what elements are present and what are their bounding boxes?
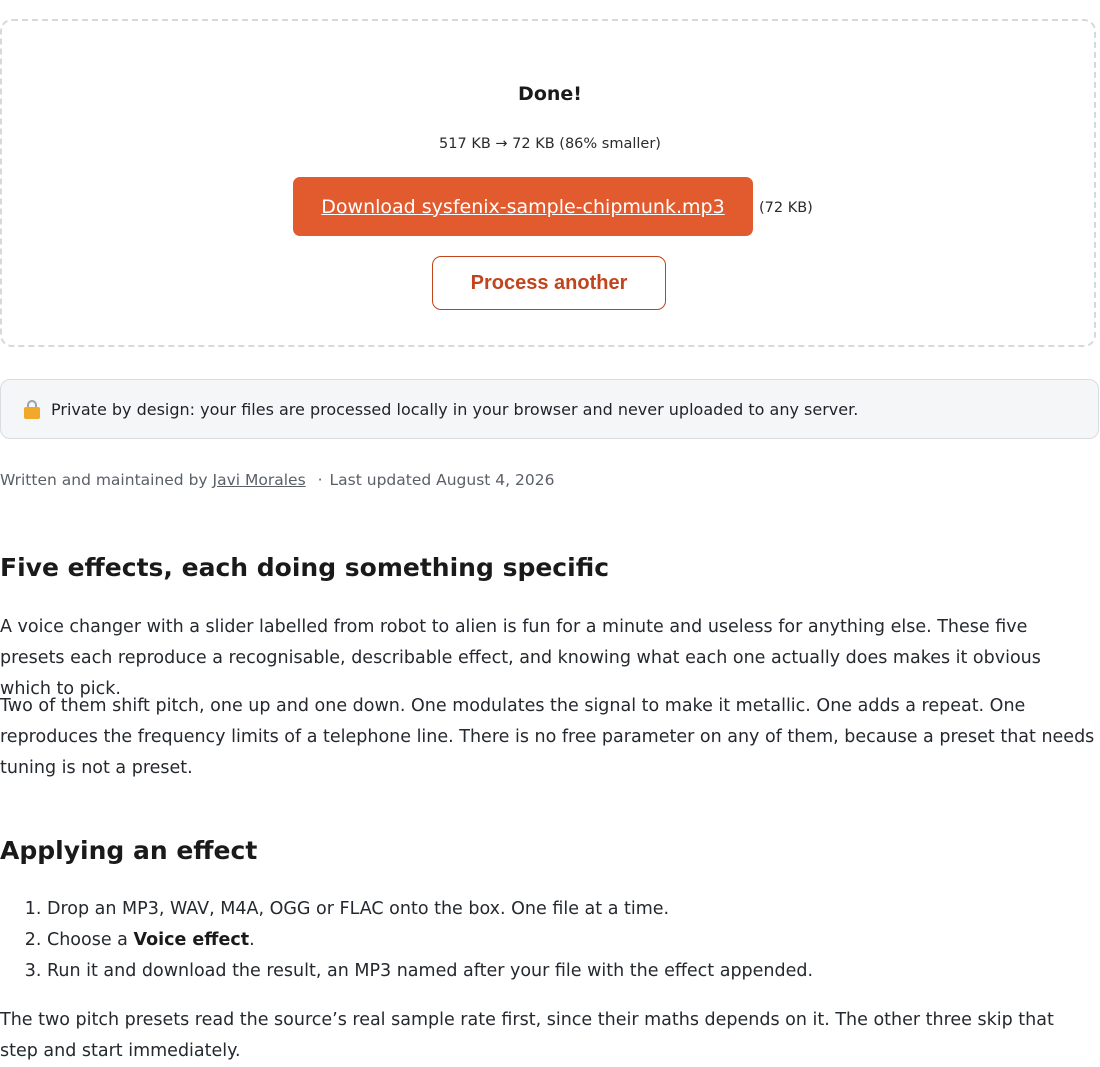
lock-body — [24, 407, 40, 419]
last-updated: Last updated August 4, 2026 — [329, 471, 555, 489]
apply-heading: Applying an effect — [0, 836, 258, 865]
byline-prefix: Written and maintained by — [0, 471, 208, 489]
step-2-prefix: Choose a — [47, 930, 128, 950]
byline — [0, 471, 554, 489]
step-3-text: Run it and download the result, an MP3 named after your file with the effect appended. — [47, 961, 814, 981]
size-summary: 517 KB → 72 KB (86% smaller) — [439, 136, 661, 152]
apply-paragraph: The two pitch presets read the source’s real sample rate first, since their maths depends on it. The other three skip that step and start immediately. — [0, 1010, 1054, 1061]
download-size: (72 KB) — [759, 200, 813, 216]
effects-paragraph-1: A voice changer with a slider labelled from robot to alien is fun for a minute and useless for anything else. These five presets each reproduce a recognisable, describable effect, and knowing what each one actually does makes it obvious which to pick. — [0, 617, 1041, 699]
lock-icon — [23, 399, 41, 419]
effects-paragraph-2: Two of them shift pitch, one up and one down. One modulates the signal to make it metallic. One adds a repeat. One reproduces the frequency limits of a telephone line. There is no free parameter on any of them, because a preset that needs tuning is not a preset. — [0, 696, 1095, 778]
list-item — [47, 956, 813, 987]
list-item — [47, 925, 813, 956]
list-item — [47, 894, 813, 925]
privacy-text: Private by design: your files are processed locally in your browser and never uploaded to any server. — [51, 399, 859, 419]
step-1-text: Drop an MP3, WAV, M4A, OGG or FLAC onto the box. One file at a time. — [47, 899, 670, 919]
result-title: Done! — [518, 83, 582, 105]
apply-steps-list — [0, 894, 813, 987]
author-link[interactable]: Javi Morales — [212, 471, 306, 489]
download-button[interactable]: Download sysfenix-sample-chipmunk.mp3 — [293, 177, 753, 236]
effects-heading: Five effects, each doing something specific — [0, 553, 610, 582]
byline-separator: · — [317, 471, 323, 489]
step-2-suffix: . — [249, 930, 255, 950]
voice-effect-term: Voice effect — [133, 930, 250, 950]
process-another-button[interactable]: Process another — [432, 256, 666, 310]
privacy-note — [0, 379, 1099, 439]
